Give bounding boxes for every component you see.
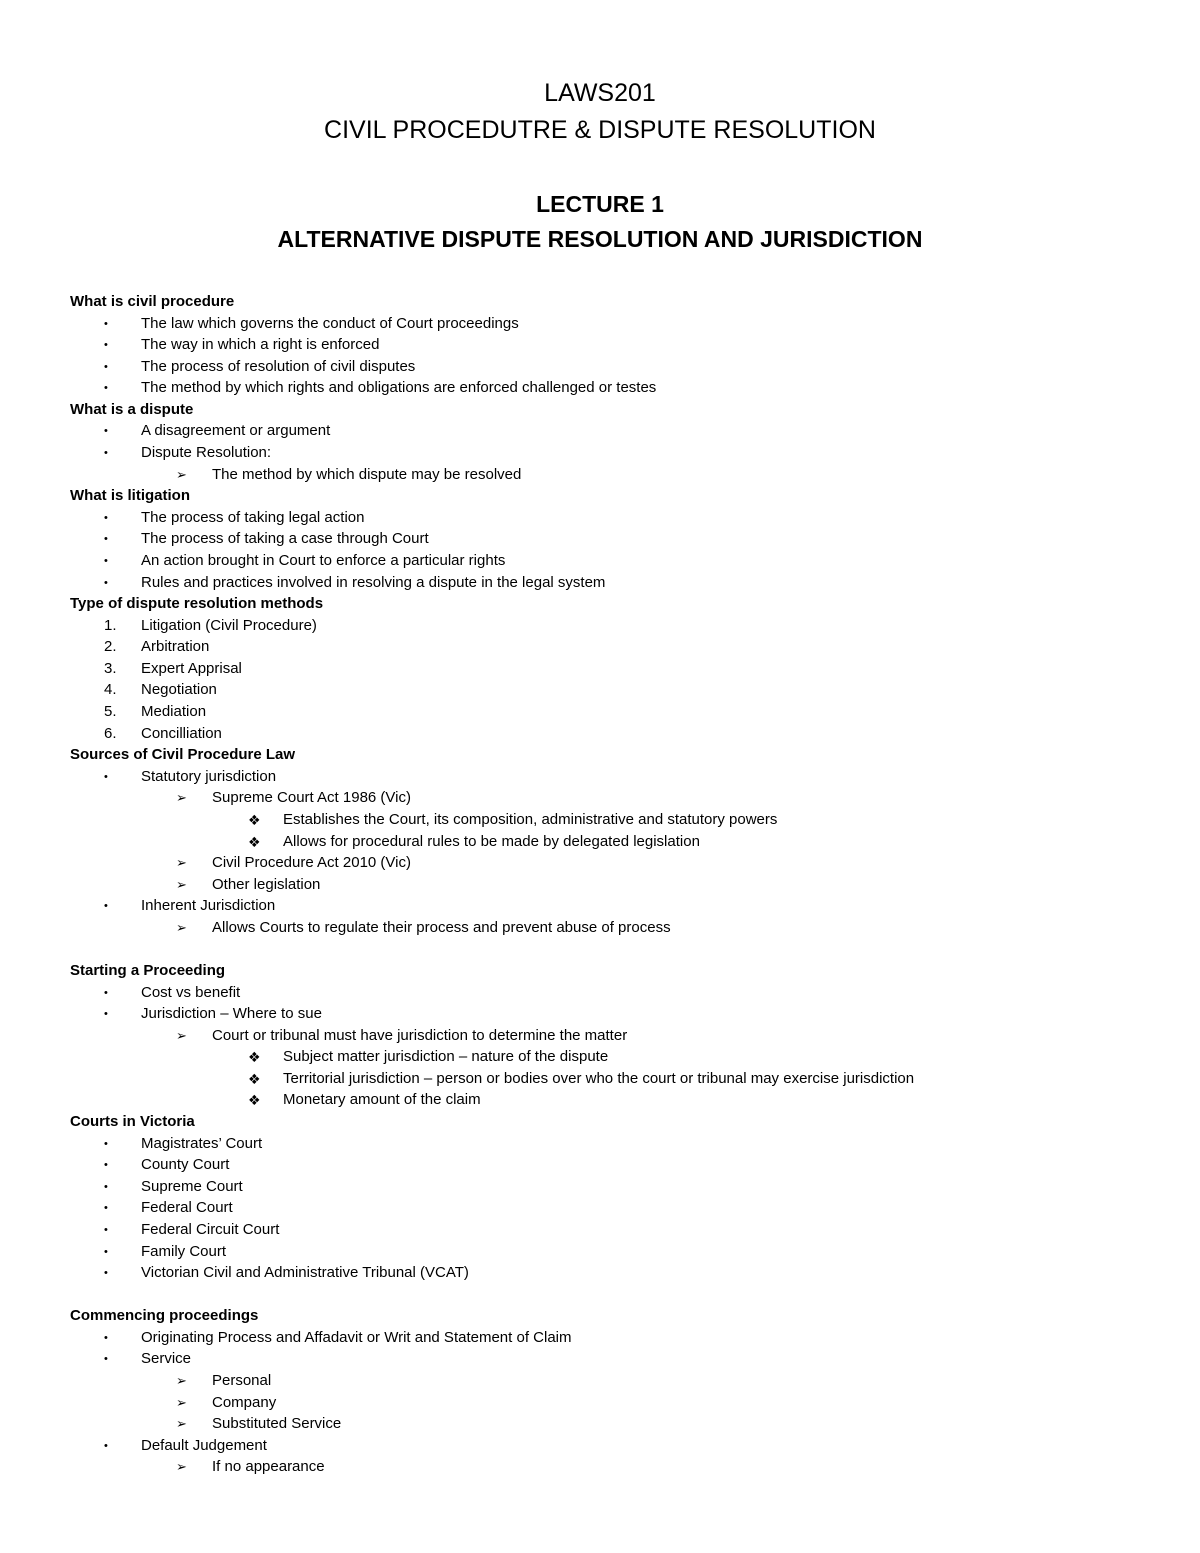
bullet-icon: • xyxy=(104,900,108,912)
bullet-icon: • xyxy=(104,1008,108,1020)
item-text: Substituted Service xyxy=(212,1415,342,1432)
diamond-bullet-icon: ❖ xyxy=(248,1092,261,1108)
list-number: 4. xyxy=(104,681,117,698)
item-text: Arbitration xyxy=(141,638,210,655)
item-text: Rules and practices involved in resolving a dispute in the legal system xyxy=(141,574,606,591)
item-text: An action brought in Court to enforce a particular rights xyxy=(141,552,506,569)
item-text: Statutory jurisdiction xyxy=(141,768,277,785)
arrow-bullet-icon: ➢ xyxy=(176,1028,187,1043)
item-text: The method by which dispute may be resolved xyxy=(212,466,522,483)
item-text: Allows for procedural rules to be made by delegated legislation xyxy=(283,833,700,850)
bullet-icon: • xyxy=(104,555,108,567)
item-text: Federal Circuit Court xyxy=(141,1221,280,1238)
heading-text: Sources of Civil Procedure Law xyxy=(70,746,296,763)
heading-text: Starting a Proceeding xyxy=(70,962,226,979)
heading-text: What is civil procedure xyxy=(70,293,235,310)
item-text: County Court xyxy=(141,1156,230,1173)
bullet-icon: • xyxy=(104,1138,108,1150)
bullet-icon: • xyxy=(104,361,108,373)
item-text: Company xyxy=(212,1394,277,1411)
item-text: Cost vs benefit xyxy=(141,984,241,1001)
item-text: The method by which rights and obligations are enforced challenged or testes xyxy=(141,379,657,396)
list-number: 2. xyxy=(104,638,117,655)
arrow-bullet-icon: ➢ xyxy=(176,1373,187,1388)
item-text: The process of taking a case through Court xyxy=(141,530,429,547)
list-number: 1. xyxy=(104,617,117,634)
item-text: Mediation xyxy=(141,703,207,720)
item-text: Victorian Civil and Administrative Tribunal (VCAT) xyxy=(141,1264,469,1281)
arrow-bullet-icon: ➢ xyxy=(176,467,187,482)
item-text: The process of resolution of civil disputes xyxy=(141,358,416,375)
item-text: Supreme Court Act 1986 (Vic) xyxy=(212,789,411,806)
heading-text: Courts in Victoria xyxy=(70,1113,195,1130)
item-text: Supreme Court xyxy=(141,1178,243,1195)
diamond-bullet-icon: ❖ xyxy=(248,834,261,850)
item-text: The way in which a right is enforced xyxy=(141,336,380,353)
course-code: LAWS201 xyxy=(544,79,656,107)
item-text: Service xyxy=(141,1350,192,1367)
diamond-bullet-icon: ❖ xyxy=(248,1071,261,1087)
bullet-icon: • xyxy=(104,318,108,330)
bullet-icon: • xyxy=(104,1246,108,1258)
item-text: Civil Procedure Act 2010 (Vic) xyxy=(212,854,411,871)
bullet-icon: • xyxy=(104,1267,108,1279)
lecture-title: ALTERNATIVE DISPUTE RESOLUTION AND JURISDICTION xyxy=(277,226,923,252)
item-text: Federal Court xyxy=(141,1199,233,1216)
arrow-bullet-icon: ➢ xyxy=(176,1416,187,1431)
heading-text: What is a dispute xyxy=(70,401,194,418)
bullet-icon: • xyxy=(104,425,108,437)
heading-text: What is litigation xyxy=(70,487,190,504)
item-text: Subject matter jurisdiction – nature of the dispute xyxy=(283,1048,609,1065)
item-text: Jurisdiction – Where to sue xyxy=(141,1005,322,1022)
diamond-bullet-icon: ❖ xyxy=(248,1049,261,1065)
bullet-icon: • xyxy=(104,533,108,545)
item-text: A disagreement or argument xyxy=(141,422,331,439)
item-text: Personal xyxy=(212,1372,272,1389)
arrow-bullet-icon: ➢ xyxy=(176,855,187,870)
item-text: Originating Process and Affadavit or Writ and Statement of Claim xyxy=(141,1329,572,1346)
heading-text: Type of dispute resolution methods xyxy=(70,595,324,612)
bullet-icon: • xyxy=(104,577,108,589)
item-text: Litigation (Civil Procedure) xyxy=(141,617,317,634)
item-text: Allows Courts to regulate their process and prevent abuse of process xyxy=(212,919,671,936)
item-text: Territorial jurisdiction – person or bodies over who the court or tribunal may exercise jurisdiction xyxy=(283,1070,915,1087)
bullet-icon: • xyxy=(104,1353,108,1365)
bullet-icon: • xyxy=(104,987,108,999)
bullet-icon: • xyxy=(104,1202,108,1214)
bullet-icon: • xyxy=(104,1224,108,1236)
item-text: Magistrates’ Court xyxy=(141,1135,263,1152)
bullet-icon: • xyxy=(104,1181,108,1193)
item-text: The law which governs the conduct of Court proceedings xyxy=(141,315,519,332)
item-text: Expert Apprisal xyxy=(141,660,242,677)
bullet-icon: • xyxy=(104,382,108,394)
item-text: Dispute Resolution: xyxy=(141,444,272,461)
item-text: If no appearance xyxy=(212,1458,325,1475)
bullet-icon: • xyxy=(104,1332,108,1344)
item-text: Default Judgement xyxy=(141,1437,267,1454)
item-text: Court or tribunal must have jurisdiction to determine the matter xyxy=(212,1027,628,1044)
bullet-icon: • xyxy=(104,1440,108,1452)
list-number: 6. xyxy=(104,725,117,742)
item-text: The process of taking legal action xyxy=(141,509,365,526)
bullet-icon: • xyxy=(104,339,108,351)
item-text: Establishes the Court, its composition, administrative and statutory powers xyxy=(283,811,778,828)
bullet-icon: • xyxy=(104,512,108,524)
item-text: Concilliation xyxy=(141,725,222,742)
item-text: Inherent Jurisdiction xyxy=(141,897,276,914)
item-text: Negotiation xyxy=(141,681,217,698)
diamond-bullet-icon: ❖ xyxy=(248,812,261,828)
item-text: Family Court xyxy=(141,1243,227,1260)
arrow-bullet-icon: ➢ xyxy=(176,1459,187,1474)
arrow-bullet-icon: ➢ xyxy=(176,877,187,892)
item-text: Other legislation xyxy=(212,876,321,893)
arrow-bullet-icon: ➢ xyxy=(176,1395,187,1410)
list-number: 5. xyxy=(104,703,117,720)
item-text: Monetary amount of the claim xyxy=(283,1091,481,1108)
lecture-number: LECTURE 1 xyxy=(536,191,664,217)
heading-text: Commencing proceedings xyxy=(70,1307,259,1324)
arrow-bullet-icon: ➢ xyxy=(176,920,187,935)
bullet-icon: • xyxy=(104,1159,108,1171)
bullet-icon: • xyxy=(104,447,108,459)
bullet-icon: • xyxy=(104,771,108,783)
arrow-bullet-icon: ➢ xyxy=(176,790,187,805)
list-number: 3. xyxy=(104,660,117,677)
course-title: CIVIL PROCEDUTRE & DISPUTE RESOLUTION xyxy=(324,116,876,144)
